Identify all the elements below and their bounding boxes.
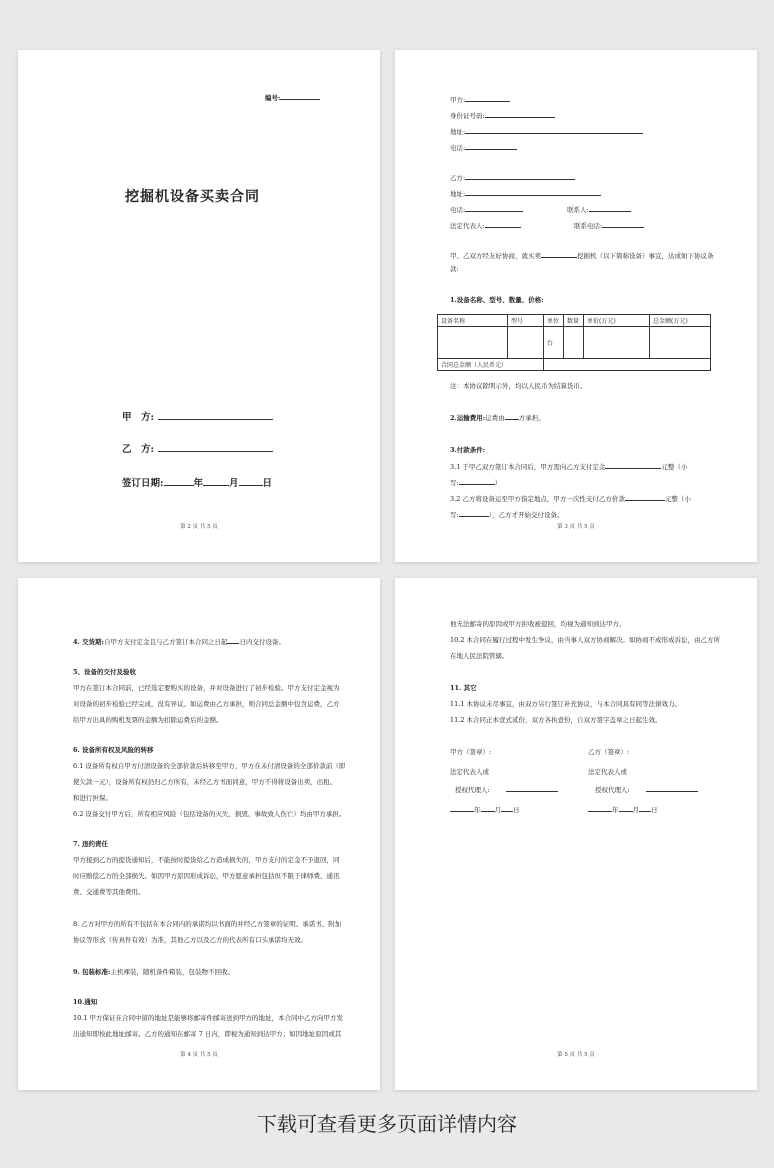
party-a-line [122,410,273,424]
serial-blank [280,92,320,100]
sign-date-label: 签订日期: [122,478,164,489]
section-5-line-1: 甲方在签订本合同前，已经选定要购买的设备，并对设备进行了初步检验。甲方支付定金视为 [73,684,340,692]
page-footer: 第 2 页 共 5 页 [180,524,218,530]
section-6-line-4: 6.2 设备交付甲方后，所有相应风险（包括设备的灭失、损毁、事故致人伤亡）均由甲方承担。 [73,810,346,818]
section-7-line-1: 甲方接到乙方的提货通知后，不能按时提货给乙方造成损失的，甲方支付的定金不予退回，同 [73,856,340,864]
id-number-field: 身份证号码: [450,110,555,121]
year-label: 年 [193,478,204,489]
contract-page-2 [18,50,380,562]
section-6-line-1: 6.1 设备所有权自甲方付清设备的全部价款后转移至甲方，甲方在未付清设备的全部价款前（即 [73,762,346,770]
section-6-line-3: 和进行担保。 [73,794,112,802]
contract-title: 挖掘机设备买卖合同 [125,189,260,205]
legal-rep-field: 法定代表人: [450,220,521,231]
section-8-line-1: 8. 乙方对甲方的所有不包括在本合同内的承诺均以书面的并经乙方签章的证明、承诺书、附加 [73,920,342,928]
section-11-title: 11. 其它 [450,684,477,692]
continued-line-1: 他无法邮寄的原因或甲方拒收被退回，均视为通知到达甲方。 [450,620,626,628]
intro-line-1: 甲、乙双方经友好协商，就买卖 挖掘机（以下简称设备）事宜，达成如下协议条 [450,252,714,260]
page-footer: 第 3 页 共 5 页 [557,524,595,530]
day-label: 日 [262,478,273,489]
party-b-address-field: 地址: [450,188,601,199]
section-1-title: 1.设备名称、型号、数量、价格: [450,296,544,304]
party-b-line [122,442,273,456]
section-3-title: 3.付款条件: [450,446,486,454]
clause-10-2-line-2: 在地人民法院管辖。 [450,652,509,660]
party-a-agent-line: 授权代理人: [455,784,558,795]
party-a-date-line: 年 月 日 [450,804,520,815]
contact-tel-field: 联系电话: [574,220,644,231]
party-b-agent-line: 授权代理人: [595,784,698,795]
party-b-legal-rep: 法定代表人或 [588,768,627,776]
page-footer: 第 5 页 共 5 页 [557,1052,595,1058]
party-b-label: 乙 方: [122,444,155,455]
table-total-row: 合同总金额（人民币元） [438,359,711,371]
intro-line-2: 款: [450,265,459,273]
section-8-line-2: 协议等形式（传真件有效）为准，其他乙方以及乙方的代表所有口头承诺均无效。 [73,936,307,944]
currency-note: 注：本协议除明示外，均以人民币为结算货币。 [450,382,587,390]
table-header-row: 设备名称 型号 单位 数量 单价(万元) 总金额(万元) [438,315,711,327]
section-6-title: 6. 设备所有权及风险的转移 [73,746,154,754]
section-7-title: 7. 违约责任 [73,840,109,848]
party-a-sign-label: 甲方（签章）: [450,748,492,756]
contact-field: 联系人: [567,204,631,215]
party-a-tel-field: 电话: [450,142,517,153]
party-a-legal-rep: 法定代表人或 [450,768,489,776]
clause-3-2-line-1: 3.2 乙方将设备运至甲方指定地点，甲方一次性支付乙方价款 元整（小 [450,495,691,503]
section-2-line: 2.运输费用:运费由 方承担。 [450,414,545,422]
clause-11-2: 11.2 本合同正本壹式贰份，双方各执壹份，自双方签字盖章之日起生效。 [450,716,662,724]
section-9-line: 9. 包装标准:主机裸装，随机备件箱装，包装物不回收。 [73,968,234,976]
section-5-title: 5、设备的交付及验收 [73,668,137,676]
clause-11-1: 11.1 本协议未尽事宜，由双方另行签订补充协议，与本合同具有同等法律效力。 [450,700,682,708]
contract-page-5 [395,578,757,1090]
section-4-line: 4. 交货期:自甲方支付定金且与乙方签订本合同之日起 日内交付设备。 [73,638,285,646]
contract-page-4 [18,578,380,1090]
section-10-title: 10.通知 [73,998,98,1006]
section-10-line-1: 10.1 甲方保证在合同中留的地址是能够将邮寄件邮寄送到甲方的地址，本合同中乙方向甲方发 [73,1014,344,1022]
serial-label: 编号: [265,94,281,102]
party-b-tel-field: 电话: [450,204,523,215]
party-a-label: 甲 方: [122,412,155,423]
section-5-line-2: 对设备的初步检验已经完成，没有异议。如运费由乙方承担，则合同总金额中包含运费，乙方 [73,700,340,708]
table-row: 台 [438,327,711,359]
page-footer: 第 4 页 共 5 页 [180,1052,218,1058]
month-label: 月 [229,478,239,489]
section-10-line-2: 出通知即按此地址邮寄。乙方的通知在邮寄 7 日内，即视为通知到达甲方；如因地址原因或其 [73,1030,342,1038]
download-more-caption: 下载可查看更多页面详情内容 [257,1112,517,1136]
party-b-field: 乙方: [450,172,575,183]
clause-3-2-line-2: 写: ），乙方才开始交付设备。 [450,511,564,519]
party-b-blank [158,442,273,452]
section-7-line-3: 费、交通费等其他费用。 [73,888,145,896]
party-b-date-line: 年 月 日 [588,804,658,815]
equipment-table [437,314,711,371]
section-6-line-2: 使欠款一元），设备所有权仍归乙方所有，未经乙方书面同意，甲方不得将设备出卖、出租、 [73,778,337,786]
clause-10-2-line-1: 10.2 本合同在履行过程中发生争议，由当事人双方协商解决。如协商不成形成诉讼，由乙方所 [450,636,721,644]
section-5-line-3: 给甲方出具的购机发票的金额为扣除运费后的金额。 [73,716,223,724]
clause-3-1-line-1: 3.1 于甲乙双方签订本合同后，甲方需向乙方支付定金 元整（小 [450,463,688,471]
party-a-blank [158,410,273,420]
section-7-line-2: 时应赔偿乙方的全部损失。如因甲方原因形成诉讼，甲方愿意承担包括但不限于律师费、通讯 [73,872,340,880]
serial-number-line [265,92,320,103]
party-a-address-field: 地址: [450,126,643,137]
sign-date-line [122,476,272,490]
contract-page-3 [395,50,757,562]
party-a-field: 甲方: [450,94,510,105]
party-b-sign-label: 乙方（签章）: [588,748,630,756]
clause-3-1-line-2: 写: ） [450,479,502,487]
